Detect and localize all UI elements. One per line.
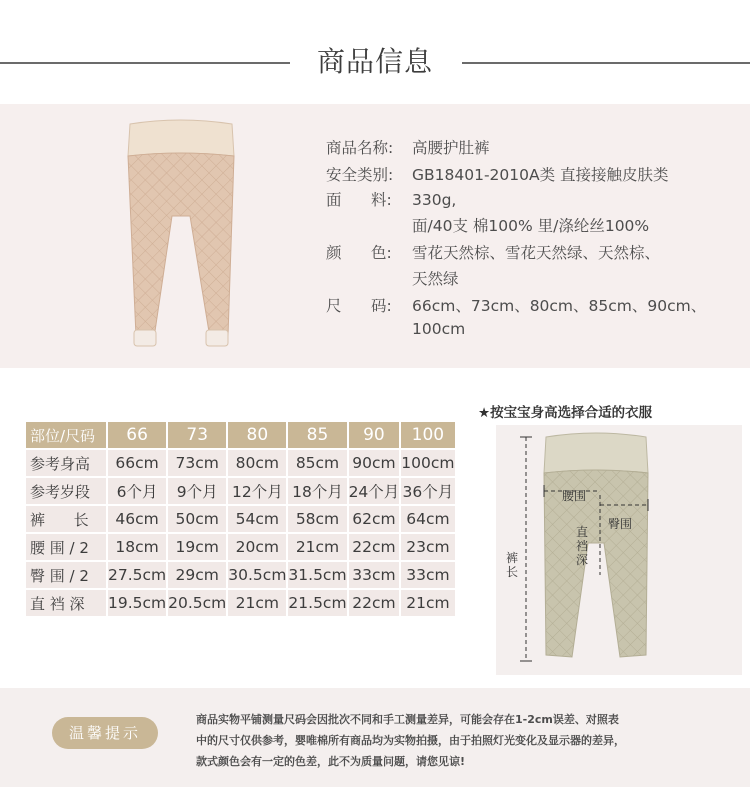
hip-label: 臀围 — [608, 517, 633, 531]
table-row-label: 腰 围 / 2 — [26, 534, 106, 560]
table-header-cell: 80 — [228, 422, 286, 448]
table-cell: 21cm — [401, 590, 454, 616]
spec-row-color-cont — [326, 267, 459, 289]
size-table-header-row — [26, 422, 455, 448]
table-cell: 9个月 — [168, 478, 226, 504]
length-label: 裤长 — [506, 551, 519, 579]
table-cell: 22cm — [349, 534, 400, 560]
spec-label: 面 料: — [326, 191, 392, 209]
spec-value: 雪花天然棕、雪花天然绿、天然棕、 — [412, 244, 661, 262]
waist-label: 腰围 — [562, 489, 587, 503]
table-header-cell: 100 — [401, 422, 454, 448]
pants-product-image — [110, 116, 250, 356]
spec-value: 330g, — [412, 191, 457, 209]
table-header-cell: 66 — [108, 422, 166, 448]
spec-value: GB18401-2010A类 直接接触皮肤类 — [412, 166, 669, 184]
table-cell: 100cm — [401, 450, 454, 476]
spec-row-size-cont — [326, 320, 465, 338]
spec-row-safety — [326, 163, 669, 185]
table-cell: 24个月 — [349, 478, 400, 504]
spec-row-fabric — [326, 188, 456, 210]
table-header-cell: 90 — [349, 422, 400, 448]
footer-note-line: 商品实物平铺测量尺码会因批次不同和手工测量差异，可能会存在1-2cm误差、对照表 — [196, 713, 619, 726]
table-cell: 18cm — [108, 534, 166, 560]
table-cell: 64cm — [401, 506, 454, 532]
spec-label: 颜 色: — [326, 244, 392, 262]
table-cell: 66cm — [108, 450, 166, 476]
table-cell: 73cm — [168, 450, 226, 476]
table-cell: 21.5cm — [288, 590, 346, 616]
table-cell: 22cm — [349, 590, 400, 616]
table-cell: 12个月 — [228, 478, 286, 504]
table-row — [26, 450, 455, 476]
section-title: 商品信息 — [316, 45, 433, 78]
table-cell: 19.5cm — [108, 590, 166, 616]
table-cell: 36个月 — [401, 478, 454, 504]
table-row-label: 臀 围 / 2 — [26, 562, 106, 588]
spec-row-size — [326, 294, 706, 316]
table-cell: 21cm — [288, 534, 346, 560]
table-cell: 50cm — [168, 506, 226, 532]
table-cell: 80cm — [228, 450, 286, 476]
diagram-title: ★按宝宝身高选择合适的衣服 — [478, 405, 653, 421]
spec-label: 商品名称: — [326, 139, 394, 157]
table-cell: 33cm — [401, 562, 454, 588]
spec-value: 高腰护肚裤 — [412, 139, 490, 157]
footer-note-line: 款式颜色会有一定的色差，此不为质量问题，请您见谅! — [196, 755, 466, 768]
measurement-diagram — [496, 425, 742, 675]
table-cell: 90cm — [349, 450, 400, 476]
table-cell: 31.5cm — [288, 562, 346, 588]
table-cell: 29cm — [168, 562, 226, 588]
table-cell: 58cm — [288, 506, 346, 532]
table-cell: 21cm — [228, 590, 286, 616]
table-row — [26, 534, 455, 560]
table-header-cell: 73 — [168, 422, 226, 448]
table-header-cell: 部位/尺码 — [26, 422, 106, 448]
table-cell: 19cm — [168, 534, 226, 560]
size-table — [24, 420, 457, 618]
header-divider-right — [462, 62, 750, 64]
spec-value: 面/40支 棉100% 里/涤纶丝100% — [412, 217, 650, 235]
tips-badge: 温馨提示 — [52, 717, 158, 749]
table-cell: 30.5cm — [228, 562, 286, 588]
spec-label: 安全类别: — [326, 166, 394, 184]
rise-label: 直裆深 — [576, 525, 589, 567]
table-row — [26, 506, 455, 532]
table-header-cell: 85 — [288, 422, 346, 448]
table-cell: 23cm — [401, 534, 454, 560]
table-cell: 33cm — [349, 562, 400, 588]
table-row-label: 裤 长 — [26, 506, 106, 532]
table-row — [26, 562, 455, 588]
spec-value: 66cm、73cm、80cm、85cm、90cm、 — [412, 297, 707, 315]
table-row — [26, 478, 455, 504]
spec-row-color — [326, 241, 660, 263]
spec-value: 天然绿 — [412, 270, 459, 288]
header-divider-left — [0, 62, 290, 64]
table-cell: 62cm — [349, 506, 400, 532]
spec-row-name — [326, 136, 490, 158]
table-cell: 27.5cm — [108, 562, 166, 588]
table-cell: 20cm — [228, 534, 286, 560]
table-cell: 46cm — [108, 506, 166, 532]
table-row-label: 直 裆 深 — [26, 590, 106, 616]
footer-note-line: 中的尺寸仅供参考，婴唯棉所有商品均为实物拍摄，由于拍照灯光变化及显示器的差异， — [196, 734, 625, 747]
table-cell: 85cm — [288, 450, 346, 476]
table-cell: 54cm — [228, 506, 286, 532]
table-cell: 18个月 — [288, 478, 346, 504]
table-row — [26, 590, 455, 616]
spec-value: 100cm — [412, 320, 466, 338]
table-row-label: 参考岁段 — [26, 478, 106, 504]
table-row-label: 参考身高 — [26, 450, 106, 476]
pants-measure-illustration — [496, 425, 742, 675]
table-cell: 20.5cm — [168, 590, 226, 616]
spec-label: 尺 码: — [326, 297, 392, 315]
spec-row-fabric-cont — [326, 214, 649, 236]
table-cell: 6个月 — [108, 478, 166, 504]
